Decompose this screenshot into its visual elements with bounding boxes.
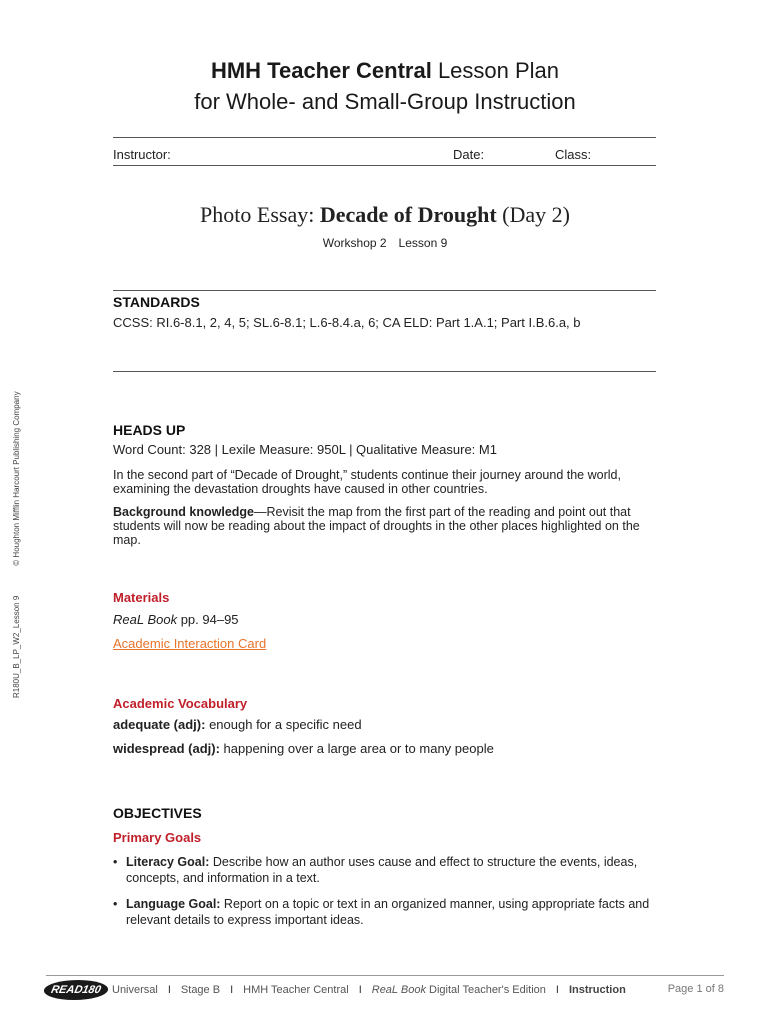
- objectives-heading: OBJECTIVES: [113, 805, 202, 821]
- academic-interaction-card-link[interactable]: Academic Interaction Card: [113, 636, 267, 651]
- vocab-definition: enough for a specific need: [205, 717, 362, 732]
- materials-card: [113, 637, 658, 651]
- read180-logo: READ180: [42, 980, 110, 1000]
- footer-divider: [46, 975, 724, 976]
- vocabulary-heading: Academic Vocabulary: [113, 696, 248, 711]
- divider: [113, 165, 656, 166]
- book-pages: pp. 94–95: [177, 612, 239, 627]
- heads-up-intro: In the second part of “Decade of Drought,” students continue their journey around the world, examining the devastation droughts have caused in other countries.: [113, 468, 621, 496]
- footer-universal: Universal: [112, 984, 158, 996]
- class-label: Class:: [555, 147, 592, 162]
- page-subtitle: for Whole- and Small-Group Instruction: [194, 89, 576, 114]
- materials-book: [113, 613, 658, 627]
- bg-text: —Revisit the map from the first part of the reading and point out that students will now be reading about the impact of droughts in the other places highlighted on the map.: [113, 505, 640, 547]
- goal-text: Report on a topic or text in an organized manner, using appropriate facts and relevant details to express important ideas.: [126, 897, 650, 927]
- heads-up-heading: HEADS UP: [113, 422, 186, 438]
- primary-goals-heading: Primary Goals: [113, 830, 202, 845]
- workshop-lesson: [0, 236, 770, 250]
- copyright: © Houghton Mifflin Harcourt Publishing Company: [12, 391, 21, 566]
- vocab-definition: happening over a large area or to many people: [219, 741, 494, 756]
- doc-code: R180U_B_LP_W2_Lesson 9: [12, 595, 21, 698]
- essay-title: [0, 202, 770, 228]
- essay-prefix: Photo Essay:: [200, 202, 320, 227]
- footer-text: Universal I Stage B I HMH Teacher Central I ReaL Book Digital Teacher's Edition I Instruction: [112, 984, 626, 996]
- side-caption: [12, 318, 21, 698]
- workshop-label: Workshop 2: [322, 236, 387, 250]
- title-bold: HMH Teacher Central: [210, 58, 432, 83]
- footer-stage: Stage B: [180, 984, 221, 996]
- goal-item: [113, 854, 661, 886]
- standards-text: CCSS: RI.6-8.1, 2, 4, 5; SL.6-8.1; L.6-8.4.a, 6; CA ELD: Part 1.A.1; Part I.B.6.a, b: [113, 315, 581, 330]
- vocab-item: [113, 742, 658, 756]
- title-rest: Lesson Plan: [431, 58, 560, 83]
- date-label: Date:: [453, 147, 485, 162]
- goal-item: [113, 896, 661, 928]
- divider: [113, 371, 656, 372]
- essay-suffix: (Day 2): [496, 202, 570, 227]
- goal-text: Describe how an author uses cause and effect to structure the events, ideas, concepts, and information in a text.: [126, 855, 638, 885]
- instructor-label: Instructor:: [113, 147, 171, 162]
- page-number: Page 1 of 8: [667, 983, 724, 995]
- goal-label: Language Goal:: [126, 897, 221, 911]
- background-knowledge: [113, 505, 658, 547]
- lesson-label: Lesson 9: [398, 236, 448, 250]
- bg-label: Background knowledge: [113, 505, 254, 519]
- essay-name: Decade of Drought: [319, 202, 497, 227]
- page-title: [0, 58, 770, 84]
- word-count: Word Count: 328 | Lexile Measure: 950L | Qualitative Measure: M1: [113, 442, 497, 457]
- footer-central: HMH Teacher Central: [243, 984, 349, 996]
- footer-section: Instruction: [568, 984, 626, 996]
- vocab-term: adequate (adj):: [113, 717, 206, 732]
- bullet-icon: •: [113, 855, 118, 869]
- footer: [44, 978, 734, 1004]
- divider: [113, 137, 656, 138]
- footer-edition: Digital Teacher's Edition: [425, 984, 546, 996]
- book-title: ReaL Book: [113, 612, 178, 627]
- bullet-icon: •: [113, 897, 118, 911]
- materials-heading: Materials: [113, 590, 170, 605]
- vocab-item: [113, 718, 658, 732]
- standards-heading: STANDARDS: [113, 294, 200, 310]
- goal-label: Literacy Goal:: [126, 855, 210, 869]
- divider: [113, 290, 656, 291]
- vocab-term: widespread (adj):: [113, 741, 220, 756]
- footer-edition-italic: ReaL Book: [371, 984, 426, 996]
